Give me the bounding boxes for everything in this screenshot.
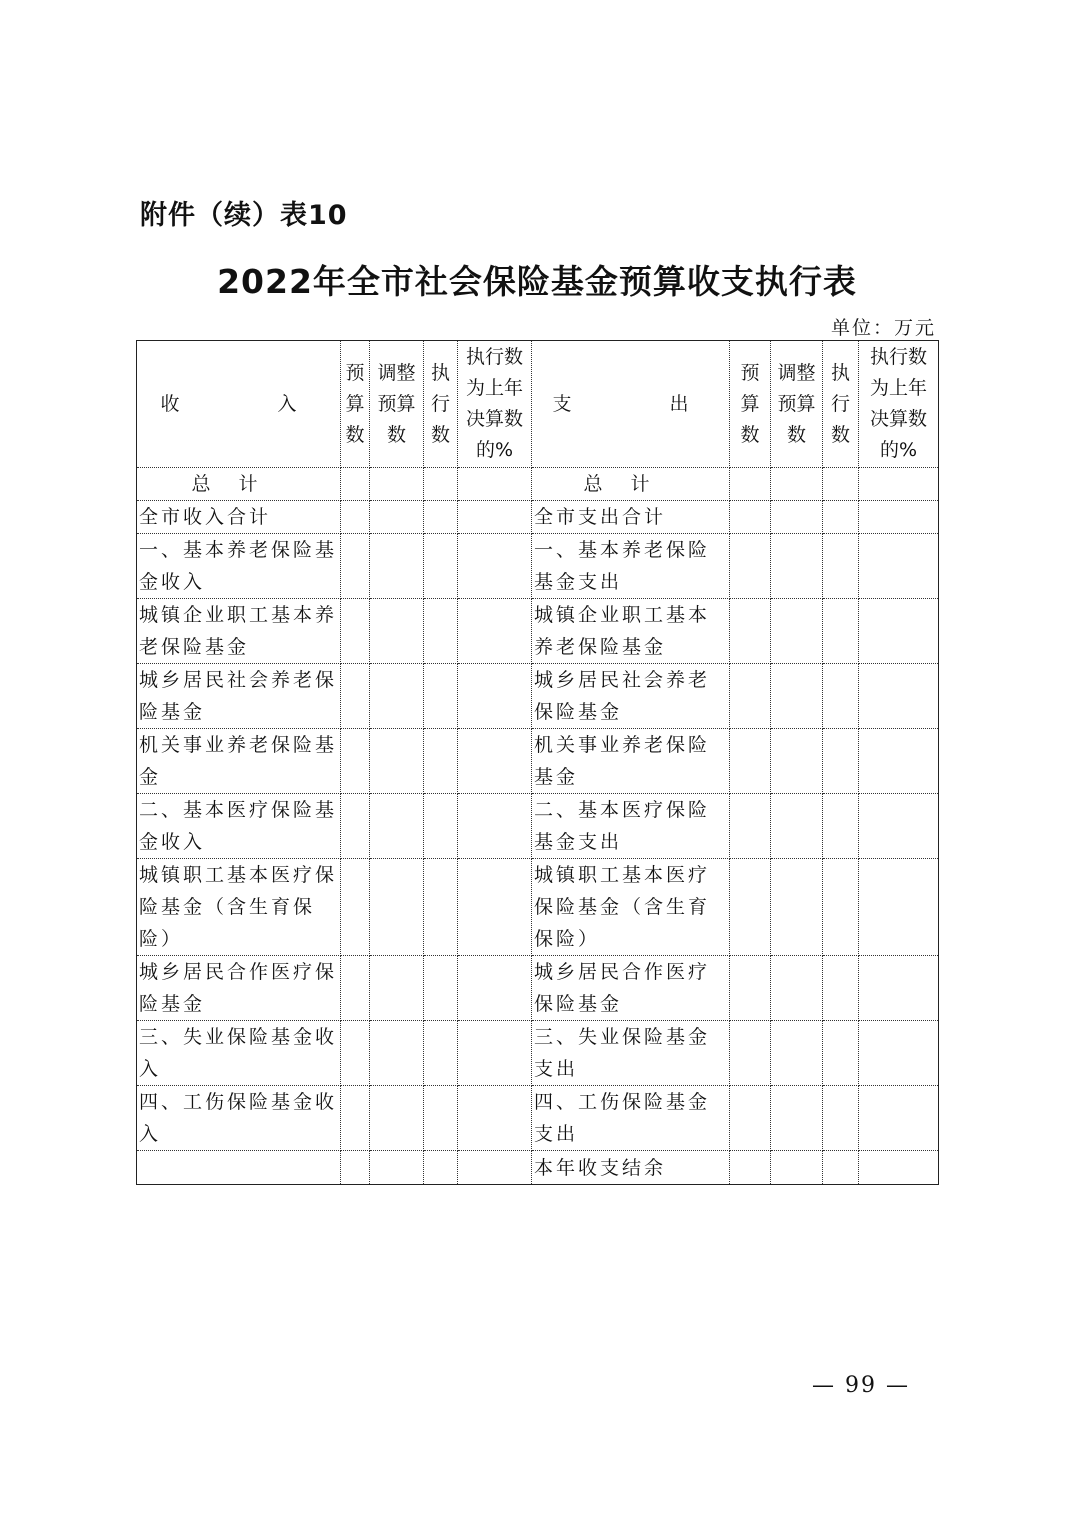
table-row	[137, 1086, 939, 1151]
table-row	[137, 664, 939, 729]
expense-label: 四、工伤保险基金支出	[532, 1086, 730, 1151]
expense-label: 三、失业保险基金支出	[532, 1021, 730, 1086]
budget-table	[136, 340, 939, 1185]
header-budget: 预算数	[341, 341, 370, 468]
income-label: 城乡居民社会养老保险基金	[137, 664, 341, 729]
expense-label: 全市支出合计	[532, 501, 730, 534]
table-row-total	[137, 468, 939, 501]
expense-label: 总计	[532, 468, 730, 501]
expense-label: 机关事业养老保险基金	[532, 729, 730, 794]
page-number: — 99 —	[812, 1373, 910, 1398]
income-label: 三、失业保险基金收入	[137, 1021, 341, 1086]
page-title: 2022年全市社会保险基金预算收支执行表	[217, 262, 857, 301]
table-row	[137, 1151, 939, 1185]
header-ratio: 执行数为上年决算数的%	[458, 341, 532, 468]
expense-label: 一、基本养老保险基金支出	[532, 534, 730, 599]
header-budget-2: 预算数	[730, 341, 771, 468]
header-adjusted: 调整预算数	[370, 341, 424, 468]
income-label: 四、工伤保险基金收入	[137, 1086, 341, 1151]
header-ratio-2: 执行数为上年决算数的%	[859, 341, 939, 468]
income-label: 机关事业养老保险基金	[137, 729, 341, 794]
header-executed: 执行数	[424, 341, 458, 468]
table-row	[137, 794, 939, 859]
expense-label: 本年收支结余	[532, 1151, 730, 1185]
expense-label: 城镇职工基本医疗保险基金（含生育保险）	[532, 859, 730, 956]
table-row	[137, 859, 939, 956]
table-row	[137, 534, 939, 599]
income-label: 全市收入合计	[137, 501, 341, 534]
table-row	[137, 1021, 939, 1086]
income-label: 城乡居民合作医疗保险基金	[137, 956, 341, 1021]
header-income: 收 入	[137, 341, 341, 468]
table-row	[137, 501, 939, 534]
table-row	[137, 599, 939, 664]
income-label: 总计	[137, 468, 341, 501]
expense-label: 二、基本医疗保险基金支出	[532, 794, 730, 859]
income-label: 城镇企业职工基本养老保险基金	[137, 599, 341, 664]
expense-label: 城镇企业职工基本养老保险基金	[532, 599, 730, 664]
unit-label: 单位：万元	[830, 317, 936, 339]
income-label: 一、基本养老保险基金收入	[137, 534, 341, 599]
income-label: 城镇职工基本医疗保险基金（含生育保险）	[137, 859, 341, 956]
header-executed-2: 执行数	[823, 341, 859, 468]
expense-label: 城乡居民社会养老保险基金	[532, 664, 730, 729]
income-label	[137, 1151, 341, 1185]
table-row	[137, 729, 939, 794]
expense-label: 城乡居民合作医疗保险基金	[532, 956, 730, 1021]
header-adjusted-2: 调整预算数	[771, 341, 823, 468]
header-expense: 支 出	[532, 341, 730, 468]
income-label: 二、基本医疗保险基金收入	[137, 794, 341, 859]
table-row	[137, 956, 939, 1021]
attachment-label: 附件（续）表10	[140, 200, 348, 231]
table-header-row	[137, 341, 939, 468]
